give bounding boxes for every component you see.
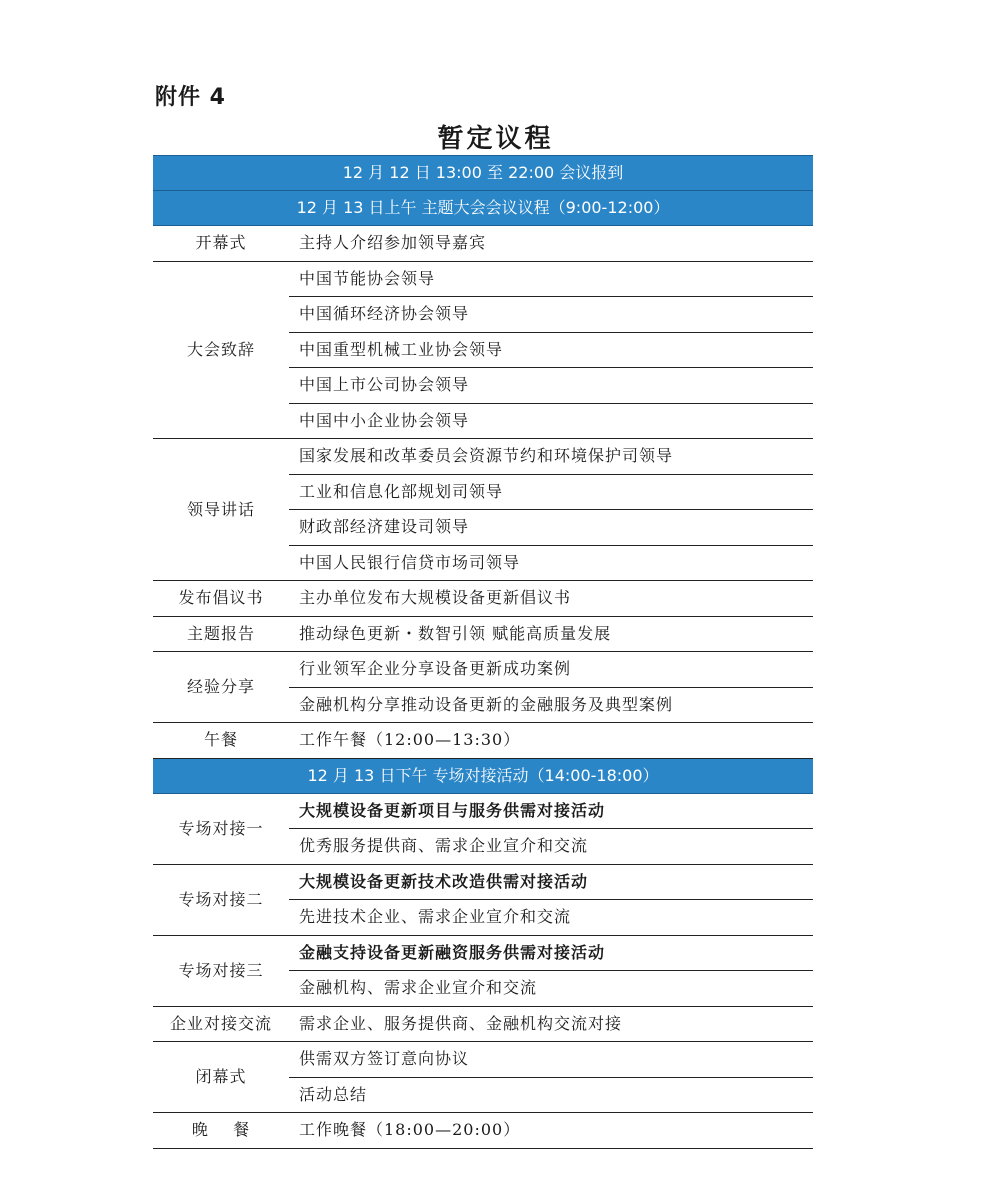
agenda-item: 工作晚餐（18:00—20:00） [289, 1113, 813, 1149]
row-label-opening: 开幕式 [153, 226, 289, 262]
row-label-closing: 闭幕式 [153, 1042, 289, 1113]
row-label-session-1: 专场对接一 [153, 793, 289, 864]
agenda-item: 中国中小企业协会领导 [289, 403, 813, 439]
agenda-item: 中国节能协会领导 [289, 261, 813, 297]
section-header-afternoon [153, 758, 813, 793]
agenda-table [153, 155, 813, 1149]
attachment-label: 附件 4 [155, 85, 226, 110]
agenda-item: 中国循环经济协会领导 [289, 297, 813, 333]
agenda-item: 国家发展和改革委员会资源节约和环境保护司领导 [289, 439, 813, 475]
row-label-lunch: 午餐 [153, 723, 289, 759]
table-row [153, 1042, 813, 1078]
row-label-dinner: 晚 餐 [153, 1113, 289, 1149]
table-row [153, 723, 813, 759]
table-row [153, 793, 813, 829]
row-label-speeches: 大会致辞 [153, 261, 289, 439]
agenda-item-bold: 大规模设备更新项目与服务供需对接活动 [289, 793, 813, 829]
agenda-item: 活动总结 [289, 1077, 813, 1113]
header-registration-text: 12 月 12 日 13:00 至 22:00 会议报到 [153, 156, 813, 191]
row-label-session-3: 专场对接三 [153, 935, 289, 1006]
row-label-leader-talks: 领导讲话 [153, 439, 289, 581]
agenda-item: 工作午餐（12:00—13:30） [289, 723, 813, 759]
agenda-item: 中国上市公司协会领导 [289, 368, 813, 404]
row-label-keynote: 主题报告 [153, 616, 289, 652]
row-label-session-2: 专场对接二 [153, 864, 289, 935]
table-row [153, 439, 813, 475]
row-label-exchange: 企业对接交流 [153, 1006, 289, 1042]
agenda-item-bold: 大规模设备更新技术改造供需对接活动 [289, 864, 813, 900]
agenda-item: 行业领军企业分享设备更新成功案例 [289, 652, 813, 688]
agenda-item: 金融机构分享推动设备更新的金融服务及典型案例 [289, 687, 813, 723]
table-row [153, 581, 813, 617]
agenda-item: 中国人民银行信贷市场司领导 [289, 545, 813, 581]
table-row [153, 226, 813, 262]
table-row [153, 261, 813, 297]
agenda-item: 推动绿色更新・数智引领 赋能高质量发展 [289, 616, 813, 652]
table-row [153, 616, 813, 652]
header-morning-text: 12 月 13 日上午 主题大会会议议程（9:00-12:00） [153, 191, 813, 226]
row-label-initiative: 发布倡议书 [153, 581, 289, 617]
section-header-registration [153, 156, 813, 191]
agenda-item-bold: 金融支持设备更新融资服务供需对接活动 [289, 935, 813, 971]
agenda-item: 中国重型机械工业协会领导 [289, 332, 813, 368]
agenda-item: 财政部经济建设司领导 [289, 510, 813, 546]
section-header-morning [153, 191, 813, 226]
agenda-item: 先进技术企业、需求企业宣介和交流 [289, 900, 813, 936]
page-title: 暂定议程 [437, 124, 554, 154]
agenda-item: 工业和信息化部规划司领导 [289, 474, 813, 510]
table-row [153, 1006, 813, 1042]
agenda-item: 供需双方签订意向协议 [289, 1042, 813, 1078]
agenda-item: 优秀服务提供商、需求企业宣介和交流 [289, 829, 813, 865]
table-row [153, 1113, 813, 1149]
agenda-item: 主持人介绍参加领导嘉宾 [289, 226, 813, 262]
agenda-item: 需求企业、服务提供商、金融机构交流对接 [289, 1006, 813, 1042]
agenda-item: 金融机构、需求企业宣介和交流 [289, 971, 813, 1007]
table-row [153, 935, 813, 971]
header-afternoon-text: 12 月 13 日下午 专场对接活动（14:00-18:00） [153, 758, 813, 793]
table-row [153, 652, 813, 688]
table-row [153, 864, 813, 900]
agenda-item: 主办单位发布大规模设备更新倡议书 [289, 581, 813, 617]
row-label-experience: 经验分享 [153, 652, 289, 723]
